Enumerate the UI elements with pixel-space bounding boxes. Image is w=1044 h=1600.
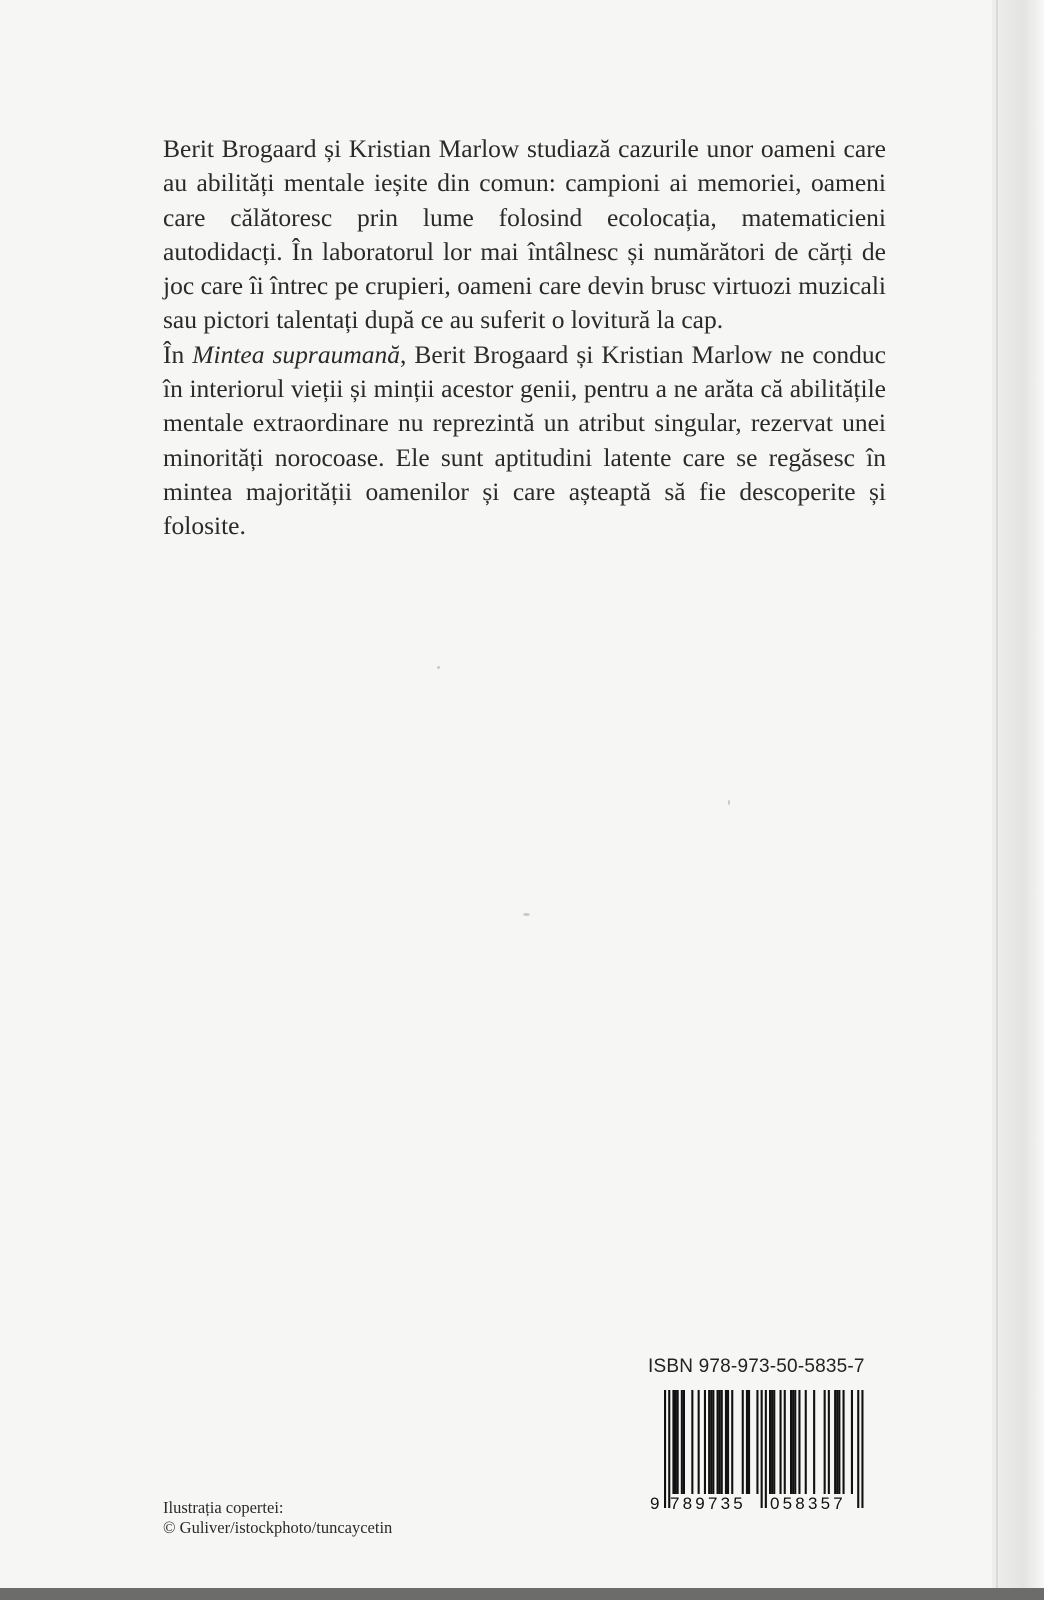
barcode-bar (721, 1390, 723, 1494)
barcode-bar (712, 1390, 714, 1494)
barcode-guard-bar (664, 1390, 666, 1508)
book-title: Mintea supraumană (192, 339, 401, 369)
barcode-bar (681, 1390, 683, 1494)
barcode-bar (851, 1390, 853, 1494)
barcode-bar (731, 1390, 733, 1494)
blurb-text (163, 132, 886, 544)
barcode-bar (843, 1390, 845, 1494)
barcode-bar (677, 1390, 679, 1494)
paper-speck (728, 800, 730, 805)
barcode-bar (780, 1390, 782, 1494)
barcode-bar (698, 1390, 700, 1494)
isbn-label: ISBN 978-973-50-5835-7 (648, 1356, 865, 1377)
blurb-paragraph-2-text: , Berit Brogaard și Kristian Marlow ne conduc în interiorul vieții și minții acestor genii, pentru a ne arăta că abilitățile mentale extraordinare nu reprezintă un atribut singular, rezervat unei minorități norocoase. Ele sunt aptitudini latente care se regăsesc în mintea majorității oamenilor și care așteaptă să fie descoperite și folosite. (163, 339, 886, 541)
barcode-bar (756, 1390, 758, 1494)
barcode-digit-lead: 9 (650, 1494, 660, 1512)
barcode-bar (675, 1390, 677, 1494)
barcode-guard-bar (765, 1390, 767, 1508)
barcode-digits-left: 789735 (670, 1494, 746, 1512)
barcode-bar (742, 1390, 744, 1494)
blurb-paragraph-2-prefix: În (163, 339, 193, 369)
barcode-bar (790, 1390, 792, 1494)
paper-speck (523, 913, 530, 916)
barcode-bar (828, 1390, 830, 1494)
barcode-bar (834, 1390, 836, 1494)
barcode-bar (748, 1390, 750, 1494)
barcode-bar (784, 1390, 786, 1494)
barcode-bar (704, 1390, 706, 1494)
barcode-bar (805, 1390, 807, 1494)
cover-credit (163, 1498, 392, 1538)
barcode-guard-bar (761, 1390, 763, 1508)
barcode-digits-right: 058357 (770, 1494, 846, 1512)
barcode-bar (836, 1390, 838, 1494)
barcode-bar (794, 1390, 796, 1494)
isbn-block (648, 1356, 888, 1378)
barcode-bar (824, 1390, 826, 1494)
barcode-bar (769, 1390, 771, 1494)
paper-speck (437, 666, 440, 669)
blurb-paragraph-2 (163, 338, 886, 544)
barcode-bar (838, 1390, 840, 1494)
isbn-barcode (648, 1388, 880, 1512)
barcode-bar (683, 1390, 685, 1494)
spine-fold-line (996, 0, 998, 1600)
barcode-bar (773, 1390, 775, 1494)
barcode-bar (727, 1390, 729, 1494)
barcode-guard-bar (668, 1390, 670, 1508)
blurb-paragraph-1: Berit Brogaard și Kristian Marlow studiază cazurile unor oameni care au abilități mentale ieșite din comun: campioni ai memoriei, oameni care călătoresc prin lume folosind ecolocația, matematicieni autodidacți. În laboratorul lor mai întâlnesc și numărători de cărți de joc care îi întrec pe crupieri, oameni care devin brusc virtuozi muzicali sau pictori talentați după ce au suferit o lovitură la cap. (163, 134, 886, 335)
credit-label: Ilustrația copertei: (163, 1498, 284, 1517)
barcode-guard-bar (861, 1390, 863, 1508)
bottom-edge (0, 1588, 1044, 1600)
barcode-bar (792, 1390, 794, 1494)
barcode-guard-bar (857, 1390, 859, 1508)
barcode-bar (813, 1390, 815, 1494)
barcode-bar (798, 1390, 800, 1494)
barcode-bar (719, 1390, 721, 1494)
barcode-bar (710, 1390, 712, 1494)
barcode-bar (717, 1390, 719, 1494)
barcode-bar (771, 1390, 773, 1494)
barcode-bar (708, 1390, 710, 1494)
spine-edge (992, 0, 1044, 1600)
credit-source: © Guliver/istockphoto/tuncaycetin (163, 1518, 393, 1537)
barcode-bar (672, 1390, 674, 1494)
barcode-bar (691, 1390, 693, 1494)
barcode-bar (725, 1390, 727, 1494)
barcode-bar (746, 1390, 748, 1494)
